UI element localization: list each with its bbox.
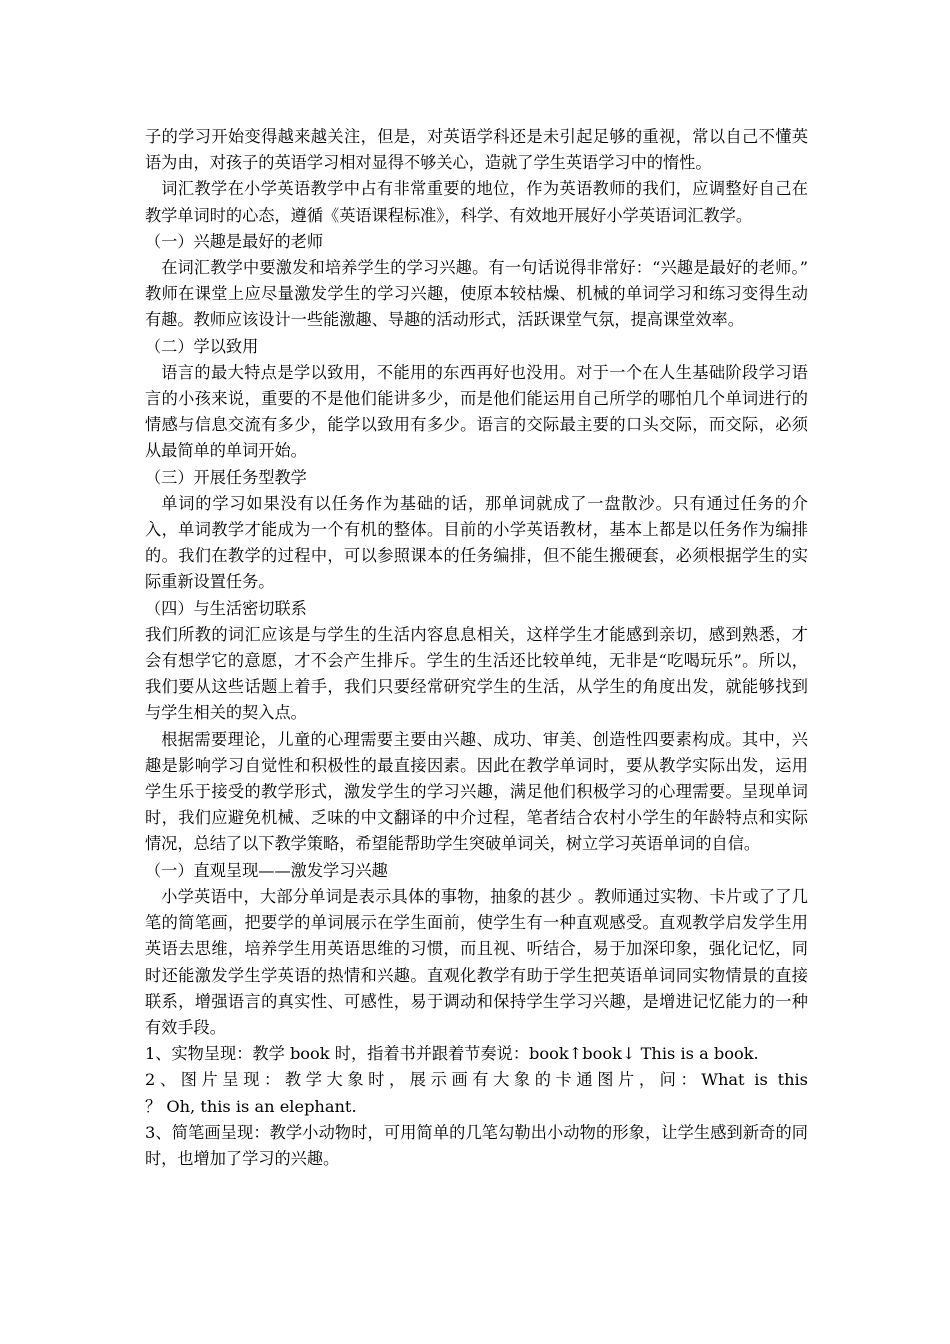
document-page: [145, 124, 808, 1172]
paragraph-needs-theory: 根据需要理论，儿童的心理需要主要由兴趣、成功、审美、创造性四要素构成。其中，兴趣是影响学习自觉性和积极性的最直接因素。因此在教学单词时，要从教学实际出发，运用学生乐于接受的教学形式，激发学生的学习兴趣，满足他们积极学习的心理需要。呈现单词时，我们应避免机械、乏味的中文翻译的中介过程，笔者结合农村小学生的年龄特点和实际情况，总结了以下教学策略，希望能帮助学生突破单词关，树立学习英语单词的自信。: [145, 729, 808, 854]
heading-learn-to-use: （二）学以致用: [145, 336, 259, 356]
paragraph-continuation: 子的学习开始变得越来越关注，但是，对英语学科还是未引起足够的重视，常以自己不懂英语为由，对孩子的英语学习相对显得不够关心，造就了学生英语学习中的惰性。: [145, 127, 808, 173]
paragraph-task-based: 单词的学习如果没有以任务作为基础的话，那单词就成了一盘散沙。只有通过任务的介入，单词教学才能成为一个有机的整体。目前的小学英语教材，基本上都是以任务作为编排的。我们在教学的过程中，可以参照课本的任务编排，但不能生搬硬套，必须根据学生的实际重新设置任务。: [145, 493, 808, 592]
heading-task-based-teaching: （三）开展任务型教学: [145, 467, 307, 487]
heading-interest-best-teacher: （一）兴趣是最好的老师: [145, 231, 324, 251]
heading-connect-to-life: （四）与生活密切联系: [145, 598, 307, 618]
paragraph-vocabulary-teaching: 词汇教学在小学英语教学中占有非常重要的地位，作为英语教师的我们，应调整好自己在教学单词时的心态，遵循《英语课程标准》，科学、有效地开展好小学英语词汇教学。: [145, 179, 808, 225]
paragraph-connect-to-life: 我们所教的词汇应该是与学生的生活内容息息相关，这样学生才能感到亲切，感到熟悉，才会有想学它的意愿，才不会产生排斥。学生的生活还比较单纯，无非是“吃喝玩乐”。所以，我们要从这些话题上着手，我们只要经常研究学生的生活，从学生的角度出发，就能够找到与学生相关的契入点。: [145, 624, 808, 723]
paragraph-learn-to-use: 语言的最大特点是学以致用，不能用的东西再好也没用。对于一个在人生基础阶段学习语言的小孩来说，重要的不是他们能讲多少，而是他们能运用自己所学的哪怕几个单词进行的情感与信息交流有多少，能学以致用有多少。语言的交际最主要的口头交际，而交际，必须从最简单的单词开始。: [145, 362, 808, 461]
heading-intuitive-presentation: （一）直观呈现——激发学习兴趣: [145, 860, 388, 880]
paragraph-intuitive-presentation: 小学英语中，大部分单词是表示具体的事物，抽象的甚少 。教师通过实物、卡片或了了几笔的简笔画，把要学的单词展示在学生面前，使学生有一种直观感受。直观教学启发学生用英语去思维，培养学生用英语思维的习惯，而且视、听结合，易于加深印象，强化记忆，同时还能激发学生学英语的热情和兴趣。直观化教学有助于学生把英语单词同实物情景的直接联系，增强语言的真实性、可感性，易于调动和保持学生学习兴趣，是增进记忆能力的一种有效手段。: [145, 886, 808, 1037]
paragraph-interest: 在词汇教学中要激发和培养学生的学习兴趣。有一句话说得非常好：“兴趣是最好的老师。” 教师在课堂上应尽量激发学生的学习兴趣，使原本较枯燥、机械的单词学习和练习变得生动有趣。教师应该设计一些能激趣、导趣的活动形式，活跃课堂气氛，提高课堂效率。: [145, 258, 808, 330]
list-item-sketch-presentation: 3、简笔画呈现：教学小动物时，可用简单的几笔勾勒出小动物的形象，让学生感到新奇的同时，也增加了学习的兴趣。: [145, 1122, 808, 1168]
list-item-object-presentation: 1、实物呈现：教学 book 时，指着书并跟着节奏说：book↑book↓ This is a book.: [145, 1044, 759, 1064]
list-item-picture-presentation: 2、图片呈现：教学大象时，展示画有大象的卡通图片，问：What is this: [145, 1070, 808, 1090]
list-item-picture-presentation-continued: ？ Oh, this is an elephant.: [145, 1096, 357, 1116]
